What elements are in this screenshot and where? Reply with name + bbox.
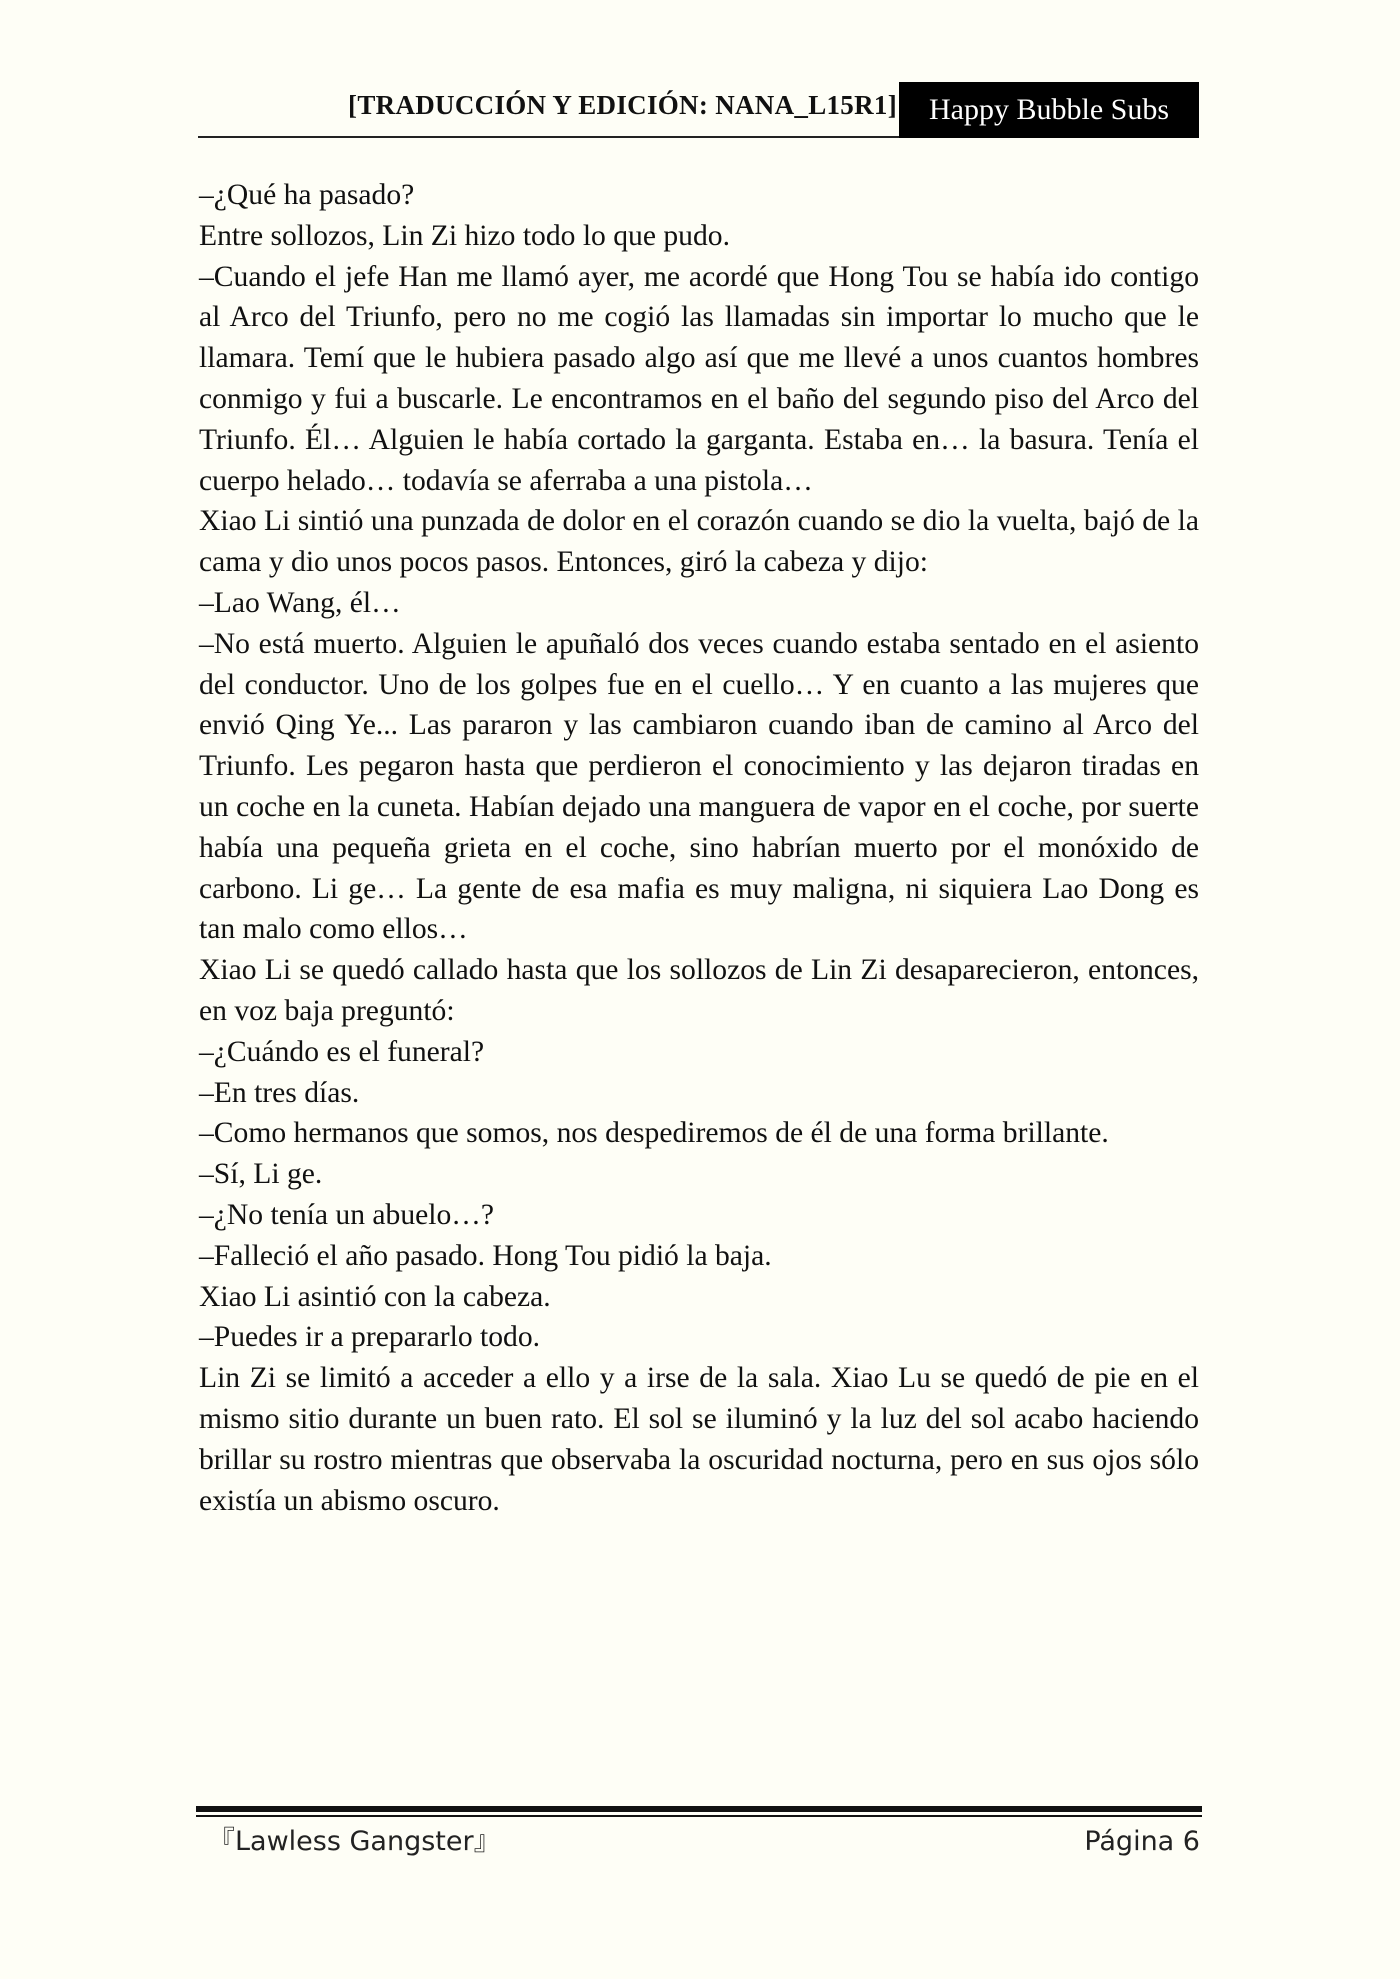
paragraph: –¿Cuándo es el funeral?: [199, 1035, 485, 1068]
paragraph: Xiao Li asintió con la cabeza.: [199, 1280, 551, 1313]
paragraph: Xiao Li se quedó callado hasta que los sollozos de Lin Zi desaparecieron, entonces, en voz baja preguntó:: [199, 954, 1199, 1027]
page-header: [198, 82, 1199, 138]
footer-divider-thick: [196, 1806, 1202, 1812]
footer-divider-thin: [196, 1815, 1202, 1817]
paragraph: –Falleció el año pasado. Hong Tou pidió la baja.: [199, 1239, 772, 1272]
page-number: Página 6: [1084, 1826, 1200, 1857]
paragraph: –No está muerto. Alguien le apuñaló dos veces cuando estaba sentado en el asiento del conductor. Uno de los golpes fue en el cuello… Y en cuanto a las mujeres que envió Qing Ye... Las pararon y las cambiaron cuando iban de camino al Arco del Triunfo. Les pegaron hasta que perdieron el conocimiento y las dejaron tiradas en un coche en la cuneta. Habían dejado una manguera de vapor en el coche, por suerte había una pequeña grieta en el coche, sino habrían muerto por el monóxido de carbono. Li ge… La gente de esa mafia es muy maligna, ni siquiera Lao Dong es tan malo como ellos…: [199, 627, 1199, 946]
paragraph: Xiao Li sintió una punzada de dolor en el corazón cuando se dio la vuelta, bajó de la cama y dio unos pocos pasos. Entonces, giró la cabeza y dijo:: [199, 505, 1199, 579]
paragraph: Lin Zi se limitó a acceder a ello y a irse de la sala. Xiao Lu se quedó de pie en el mismo sitio durante un buen rato. El sol se iluminó y la luz del sol acabo haciendo brillar su rostro mientras que observaba la oscuridad nocturna, pero en sus ojos sólo existía un abismo oscuro.: [199, 1362, 1199, 1517]
group-name-banner: Happy Bubble Subs: [899, 82, 1199, 138]
paragraph: –Lao Wang, él…: [199, 586, 401, 619]
paragraph: –Cuando el jefe Han me llamó ayer, me acordé que Hong Tou se había ido contigo al Arco del Triunfo, pero no me cogió las llamadas sin importar lo mucho que le llamara. Temí que le hubiera pasado algo así que me llevé a unos cuantos hombres conmigo y fui a buscarle. Le encontramos en el baño del segundo piso del Arco del Triunfo. Él… Alguien le había cortado la garganta. Estaba en… la basura. Tenía el cuerpo helado… todavía se aferraba a una pistola…: [199, 260, 1199, 497]
translation-credit: [TRADUCCIÓN Y EDICIÓN: NANA_L15R1]: [348, 90, 897, 120]
paragraph: Entre sollozos, Lin Zi hizo todo lo que pudo.: [199, 219, 730, 252]
paragraph: –Puedes ir a prepararlo todo.: [199, 1321, 541, 1354]
paragraph: –En tres días.: [199, 1076, 360, 1109]
document-body: [199, 175, 1199, 1521]
paragraph: –¿Qué ha pasado?: [199, 179, 415, 211]
paragraph: –Como hermanos que somos, nos despediremos de él de una forma brillante.: [199, 1117, 1109, 1150]
paragraph: –Sí, Li ge.: [199, 1158, 323, 1191]
book-title: 『Lawless Gangster』: [208, 1826, 501, 1857]
paragraph: –¿No tenía un abuelo…?: [199, 1198, 495, 1231]
